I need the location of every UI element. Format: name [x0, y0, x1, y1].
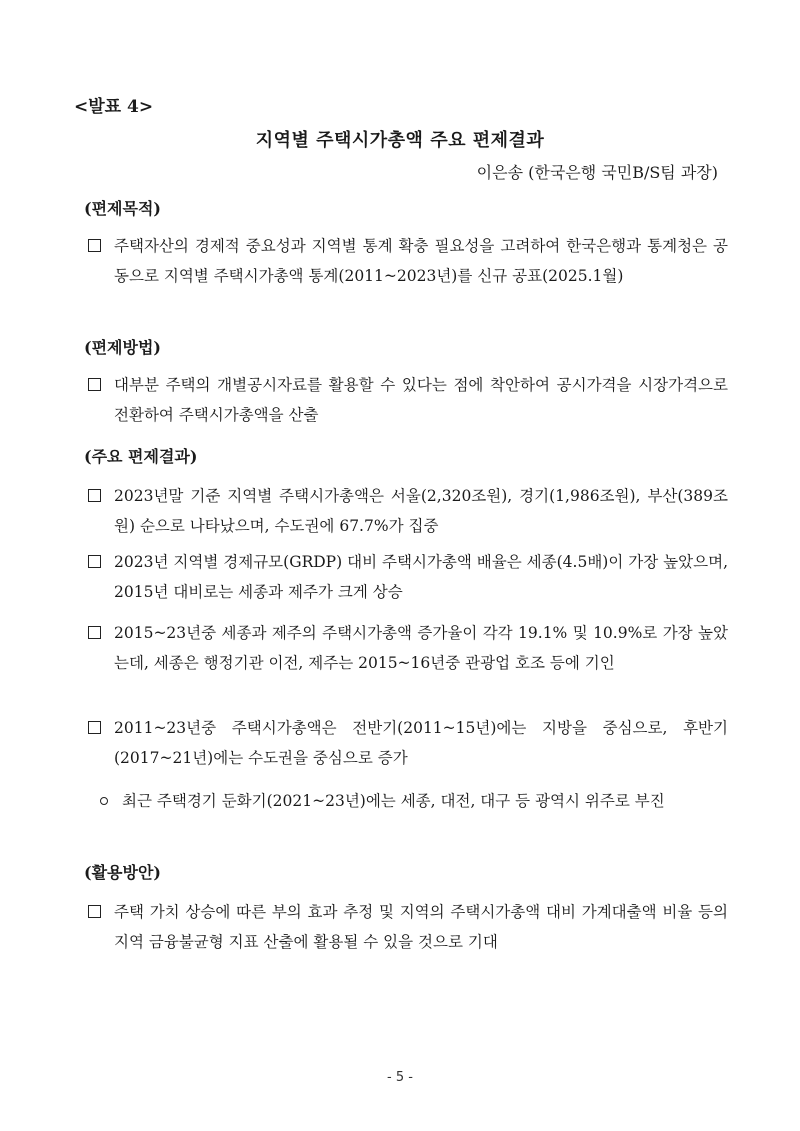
- checkbox-bullet-icon: [88, 239, 101, 252]
- checkbox-bullet-icon: [88, 489, 101, 502]
- circle-bullet-icon: [100, 797, 108, 805]
- list-item-text: 2015~23년중 세종과 제주의 주택시가총액 증가율이 각각 19.1% 및 10.9%로 가장 높았는데, 세종은 행정기관 이전, 제주는 2015~16년중 관광업 호조 등에 기인: [114, 624, 728, 672]
- list-item-text: 주택 가치 상승에 따른 부의 효과 추정 및 지역의 주택시가총액 대비 가계대출액 비율 등의 지역 금융불균형 지표 산출에 활용될 수 있을 것으로 기대: [114, 903, 728, 951]
- sub-list-item: [100, 786, 720, 816]
- checkbox-bullet-icon: [88, 905, 101, 918]
- section-heading-usage: (활용방안): [84, 863, 161, 882]
- section-heading-results: (주요 편제결과): [84, 447, 198, 466]
- list-item: [88, 897, 728, 957]
- list-item-text: 2023년말 기준 지역별 주택시가총액은 서울(2,320조원), 경기(1,986조원), 부산(389조원) 순으로 나타났으며, 수도권에 67.7%가 집중: [114, 487, 728, 535]
- section-heading-method: (편제방법): [84, 338, 161, 357]
- list-item: [88, 481, 728, 541]
- list-item-text: 2011~23년중 주택시가총액은 전반기(2011~15년)에는 지방을 중심으로, 후반기(2017~21년)에는 수도권을 중심으로 증가: [114, 719, 728, 767]
- author-line: 이은송 (한국은행 국민B/S팀 과장): [476, 163, 718, 182]
- page-title: 지역별 주택시가총액 주요 편제결과: [255, 130, 545, 151]
- list-item: [88, 370, 728, 430]
- section-heading-purpose: (편제목적): [84, 199, 161, 218]
- checkbox-bullet-icon: [88, 378, 101, 391]
- checkbox-bullet-icon: [88, 721, 101, 734]
- list-item: [88, 618, 728, 678]
- list-item: [88, 547, 728, 607]
- presentation-label: <발표 4>: [74, 97, 154, 117]
- checkbox-bullet-icon: [88, 555, 101, 568]
- list-item-text: 주택자산의 경제적 중요성과 지역별 통계 확충 필요성을 고려하여 한국은행과 통계청은 공동으로 지역별 주택시가총액 통계(2011~2023년)를 신규 공표(2025.1월): [114, 237, 728, 285]
- list-item-text: 대부분 주택의 개별공시자료를 활용할 수 있다는 점에 착안하여 공시가격을 시장가격으로 전환하여 주택시가총액을 산출: [114, 376, 728, 424]
- list-item-text: 2023년 지역별 경제규모(GRDP) 대비 주택시가총액 배율은 세종(4.5배)이 가장 높았으며, 2015년 대비로는 세종과 제주가 크게 상승: [114, 553, 728, 601]
- list-item: [88, 231, 728, 291]
- sub-list-item-text: 최근 주택경기 둔화기(2021~23년)에는 세종, 대전, 대구 등 광역시 위주로 부진: [122, 792, 665, 810]
- list-item: [88, 713, 728, 773]
- page-number: - 5 -: [387, 1070, 413, 1085]
- checkbox-bullet-icon: [88, 626, 101, 639]
